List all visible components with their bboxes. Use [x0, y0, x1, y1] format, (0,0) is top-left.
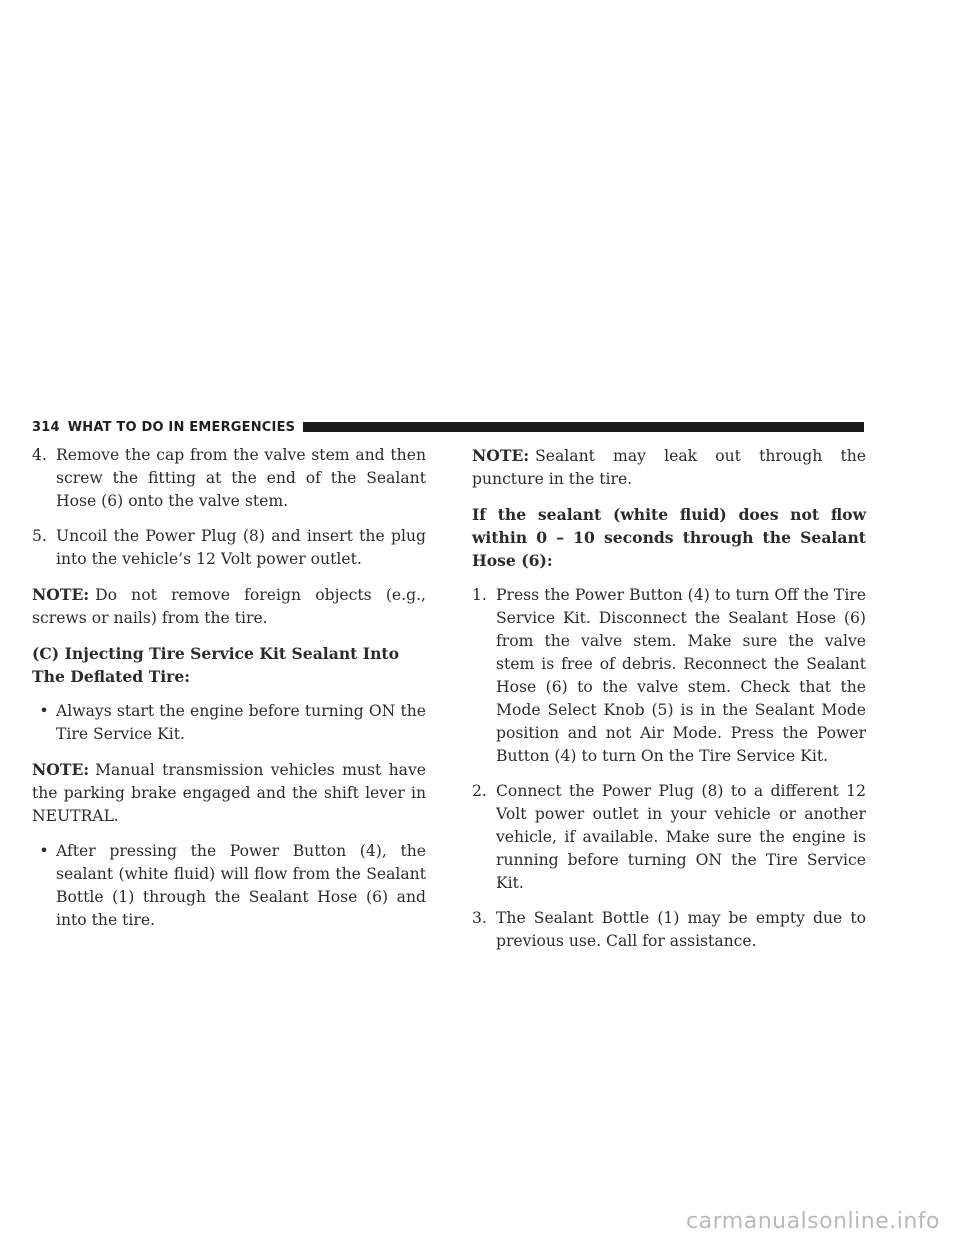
page-number: 314 [32, 419, 60, 435]
step-text: Uncoil the Power Plug (8) and insert the plug into the vehicle’s 12 Volt power outlet. [56, 527, 426, 568]
note-label: NOTE: [32, 585, 90, 604]
step-4 [32, 444, 426, 513]
section-subheading: (C) Injecting Tire Service Kit Sealant Into The Deflated Tire: [32, 644, 400, 686]
right-column [472, 444, 866, 965]
note-sealant-leak [472, 444, 866, 491]
left-column [32, 444, 426, 944]
site-watermark: carmanualsonline.info [686, 1209, 940, 1234]
note-text: Do not remove foreign objects (e.g., screws or nails) from the tire. [32, 586, 426, 627]
step-number: 2. [472, 782, 487, 800]
troubleshoot-step-2 [472, 780, 866, 895]
note-text: Sealant may leak out through the puncture in the tire. [472, 447, 866, 488]
sealant-no-flow-heading: If the sealant (white fluid) does not flow within 0 – 10 seconds through the Sealant Hose (6): [472, 505, 866, 570]
note-manual-transmission [32, 758, 426, 828]
step-number: 3. [472, 909, 487, 927]
note-label: NOTE: [32, 760, 90, 779]
page-header [32, 417, 864, 437]
bullet-sealant-flow [32, 840, 426, 932]
bullet-text: Always start the engine before turning ON the Tire Service Kit. [56, 702, 426, 743]
step-text: Connect the Power Plug (8) to a different 12 Volt power outlet in your vehicle or another vehicle, if available. Make sure the engine is running before turning ON the Tire Service Kit. [496, 782, 866, 892]
step-number: 4. [32, 446, 47, 464]
step-number: 1. [472, 586, 487, 604]
note-text: Manual transmission vehicles must have the parking brake engaged and the shift lever in NEUTRAL. [32, 761, 426, 825]
note-foreign-objects [32, 583, 426, 630]
bullet-icon: • [39, 702, 49, 720]
section-title: WHAT TO DO IN EMERGENCIES [67, 419, 296, 435]
step-number: 5. [32, 527, 47, 545]
step-text: Remove the cap from the valve stem and then screw the fitting at the end of the Sealant Hose (6) onto the valve stem. [56, 446, 426, 510]
troubleshoot-step-3 [472, 907, 866, 953]
step-text: Press the Power Button (4) to turn Off the Tire Service Kit. Disconnect the Sealant Hose (6) from the valve stem. Make sure the valve stem is free of debris. Reconnect the Sealant Hose (6) to the valve stem. Check that the Mode Select Knob (5) is in the Sealant Mode position and not Air Mode. Press the Power Button (4) to turn On the Tire Service Kit. [496, 586, 866, 765]
step-text: The Sealant Bottle (1) may be empty due to previous use. Call for assistance. [496, 909, 866, 950]
step-5 [32, 525, 426, 571]
bullet-icon: • [39, 842, 49, 860]
note-label: NOTE: [472, 446, 530, 465]
header-rule [303, 422, 864, 432]
bullet-text: After pressing the Power Button (4), the sealant (white fluid) will flow from the Sealant Bottle (1) through the Sealant Hose (6) and into the tire. [56, 842, 426, 929]
bullet-start-engine [32, 700, 426, 746]
troubleshoot-step-1 [472, 584, 866, 768]
